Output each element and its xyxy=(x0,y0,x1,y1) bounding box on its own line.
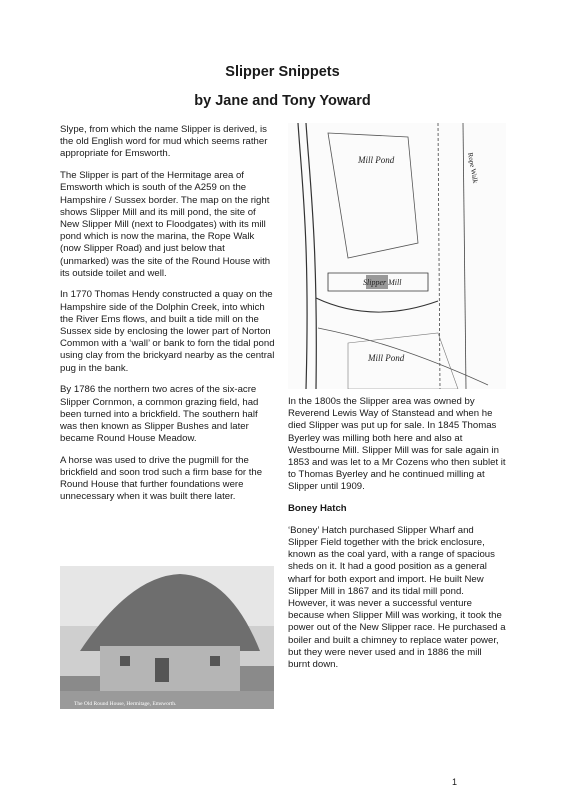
page-number: 1 xyxy=(452,777,458,787)
map-label-slipper-mill: Slipper Mill xyxy=(363,278,402,287)
round-house-photo xyxy=(60,566,274,709)
map-label-mill-pond-top: Mill Pond xyxy=(358,155,395,165)
paragraph: In 1770 Thomas Hendy constructed a quay on the Hampshire side of the Dolphin Creek, into which the River Ems flows, and built a tide mill on the Sussex side by enclosing the lower part of Norton Common with a ‘wall’ or bank to forn the tidal pond using clay from the brickyard nearby as the central pug in the bank. xyxy=(60,289,275,374)
paragraph: In the 1800s the Slipper area was owned by Reverend Lewis Way of Stanstead and when he died Slipper was put up for sale. In 1845 Thomas Byerley was milling both here and also at Westbourne Mill. Slipper Mill was for sale again in 1853 and was let to a Mr Cozens who then sublet it to Thomas Byerley and he continued milling at Slipper until 1909. xyxy=(288,396,506,493)
paragraph: A horse was used to drive the pugmill for the brickfield and soon trod such a firm base for the Round House that further foundations were unnecessary when it was built there later. xyxy=(60,454,263,503)
paragraph: Slype, from which the name Slipper is derived, is the old English word for mud which seems rather appropriate for Emsworth. xyxy=(60,124,268,160)
slipper-map-figure xyxy=(288,123,506,389)
paragraph: ‘Boney’ Hatch purchased Slipper Wharf and Slipper Field together with the brick enclosure, known as the coal yard, with a range of spacious sheds on it. It had a good position as a general wharf for both export and import. He built New Slipper Mill in 1867 and its tidal mill pond. However, it was never a successful venture because when Slipper Mill was working, it took the power out of the New Slipper race. He purchased a boiler and built a chimney to replace water power, but they were never used and in 1886 the mill burnt down. xyxy=(288,524,506,671)
left-column xyxy=(60,124,275,513)
section-heading: Boney Hatch xyxy=(288,503,347,515)
page-title: Slipper Snippets xyxy=(225,64,340,80)
map-label-mill-pond-bottom: Mill Pond xyxy=(368,353,405,363)
page-subtitle: by Jane and Tony Yoward xyxy=(194,93,371,109)
right-column xyxy=(288,396,506,681)
map-drawing xyxy=(288,123,506,389)
round-house-image xyxy=(60,566,274,709)
paragraph: By 1786 the northern two acres of the six-acre Slipper Cornmon, a cornmon grazing field, had been turned into a brickfield. The southern half was then known as Slipper Bushes and later became Round House Meadow. xyxy=(60,384,259,445)
photo-caption: The Old Round House, Hermitage, Emsworth. xyxy=(74,701,177,707)
paragraph: The Slipper is part of the Hermitage area of Emsworth which is south of the A259 on the Hampshire / Sussex border. The map on the right shows Slipper Mill and its mill pond, the site of New Slipper Mill (next to Floodgates) with its mill pond which is now the marina, the Rope Walk (now Slipper Road) and just below that (unmarked) was the site of the Round House with its outside toilet and well. xyxy=(60,170,271,279)
map-label-roadside: Rope Walk xyxy=(466,151,480,184)
